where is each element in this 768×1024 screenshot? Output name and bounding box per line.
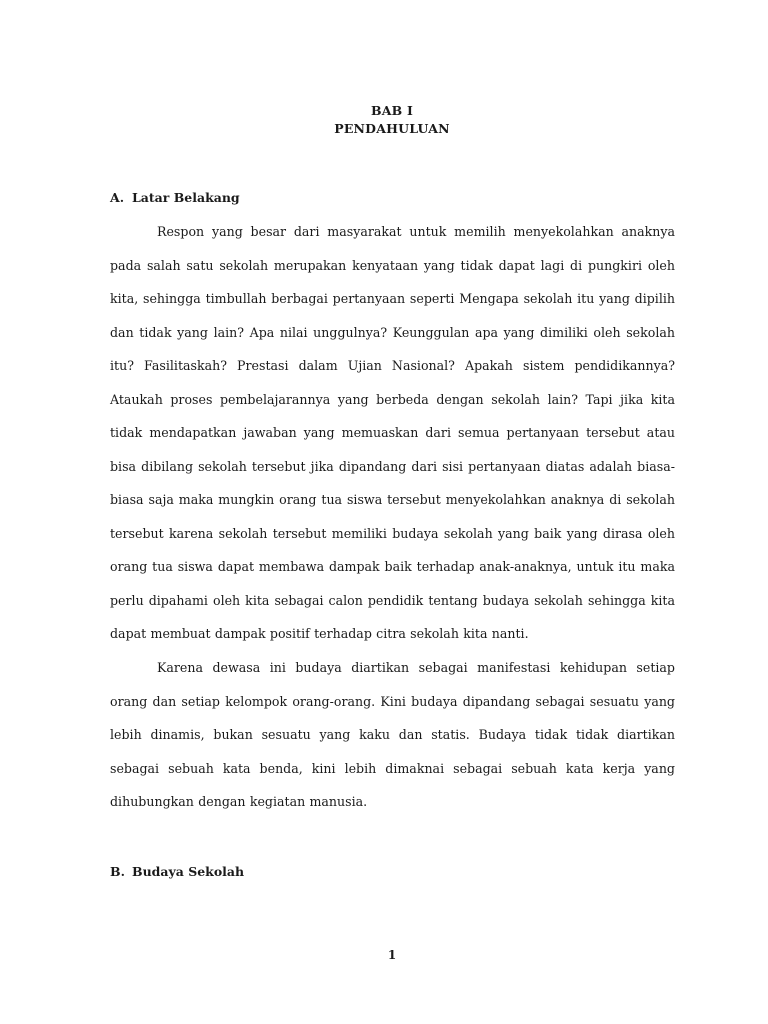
section-title: Budaya Sekolah (132, 864, 245, 879)
section-title: Latar Belakang (132, 190, 240, 205)
section-heading-latar-belakang (110, 190, 240, 205)
page-number: 1 (387, 948, 397, 962)
paragraph: Respon yang besar dari masyarakat untuk memilih menyekolahkan anaknya pada salah satu sekolah merupakan kenyataan yang tidak dapat lagi di pungkiri oleh kita, sehingga timbullah berbagai pertanyaan seperti Mengapa sekolah itu yang dipilih dan tidak yang lain? Apa nilai unggulnya? Keunggulan apa yang dimiliki oleh sekolah itu? Fasilitaskah? Prestasi dalam Ujian Nasional? Apakah sistem pendidikannya? Ataukah proses pembelajarannya yang berbeda dengan sekolah lain? Tapi jika kita tidak mendapatkan jawaban yang memuaskan dari semua pertanyaan tersebut atau bisa dibilang sekolah tersebut jika dipandang dari sisi pertanyaan diatas adalah biasa-biasa saja maka mungkin orang tua siswa tersebut menyekolahkan anaknya di sekolah tersebut karena sekolah tersebut memiliki budaya sekolah yang baik yang dirasa oleh orang tua siswa dapat membawa dampak baik terhadap anak-anaknya, untuk itu maka perlu dipahami oleh kita sebagai calon pendidik tentang budaya sekolah sehingga kita dapat membuat dampak positif terhadap citra sekolah kita nanti. (110, 224, 675, 641)
paragraph: Karena dewasa ini budaya diartikan sebagai manifestasi kehidupan setiap orang dan setiap kelompok orang-orang. Kini budaya dipandang sebagai sesuatu yang lebih dinamis, bukan sesuatu yang kaku dan statis. Budaya tidak tidak diartikan sebagai sebuah kata benda, kini lebih dimaknai sebagai sebuah kata kerja yang dihubungkan dengan kegiatan manusia. (110, 660, 675, 809)
section-number: A. (110, 190, 125, 205)
chapter-label: BAB I (370, 103, 414, 118)
section-heading-budaya-sekolah (110, 864, 244, 879)
chapter-title: PENDAHULUAN (334, 121, 450, 136)
section-number: B. (110, 864, 125, 879)
